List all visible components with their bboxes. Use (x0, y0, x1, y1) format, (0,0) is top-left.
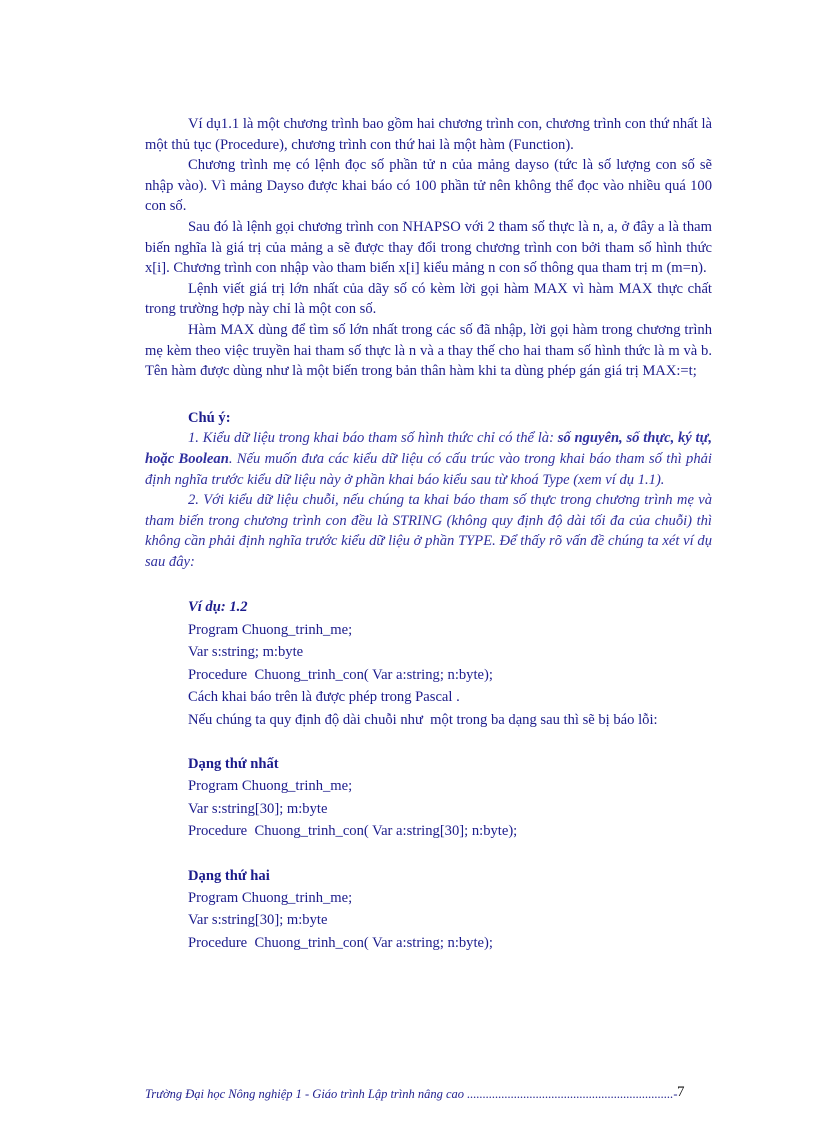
paragraph-2: Chương trình mẹ có lệnh đọc số phần tử n của mảng dayso (tức là số lượng con số sẽ nhập vào). Vì mảng Dayso được khai báo có 100 phần tử nên không thể đọc vào nhiều quá 100 con số. (145, 157, 712, 215)
page-number: 7 (677, 1084, 685, 1100)
note-item-1 (145, 428, 712, 490)
form2-line-3: Procedure Chuong_trinh_con( Var a:string; n:byte); (188, 934, 493, 951)
body-text (145, 114, 712, 954)
example-line-2: Var s:string; m:byte (188, 644, 304, 661)
form2-title: Dạng thứ hai (188, 867, 270, 884)
note-item-1-pre: 1. Kiểu dữ liệu trong khai báo tham số hình thức chỉ có thể là: (188, 430, 558, 447)
note-title: Chú ý: (188, 409, 231, 426)
paragraph-5: Hàm MAX dùng để tìm số lớn nhất trong các số đã nhập, lời gọi hàm trong chương trình mẹ kèm theo việc truyền hai tham số thực là n và a thay thế cho hai tham số hình thức là m và b. Tên hàm được dùng như là một biến trong bản thân hàm khi ta dùng phép gán giá trị MAX:=t; (145, 321, 712, 380)
form2-line-1: Program Chuong_trinh_me; (188, 889, 353, 906)
example-block (188, 596, 712, 954)
note-item-2: 2. Với kiểu dữ liệu chuỗi, nếu chúng ta khai báo tham số thực trong chương trình mẹ và tham biến trong chương trình con đều là STRING (không quy định độ dài tối đa của chuỗi) thì không cần phải định nghĩa trước kiểu dữ liệu ở phần TYPE. Để thấy rõ vấn đề chúng ta xét ví dụ sau đây: (145, 492, 712, 570)
example-line-5: Nếu chúng ta quy định độ dài chuỗi như một trong ba dạng sau thì sẽ bị báo lỗi: (188, 711, 658, 728)
example-line-4: Cách khai báo trên là được phép trong Pascal . (188, 689, 460, 706)
paragraph-3: Sau đó là lệnh gọi chương trình con NHAPSO với 2 tham số thực là n, a, ở đây a là tham biến nghĩa là giá trị của mảng a sẽ được thay đổi trong chương trình con bởi tham số hình thức x[i]. Chương trình con nhập vào tham biến x[i] kiểu mảng n con số thông qua tham trị m (m=n). (145, 218, 712, 277)
form1-line-1: Program Chuong_trinh_me; (188, 778, 353, 795)
form2-line-2: Var s:string[30]; m:byte (188, 912, 328, 929)
example-title: Ví dụ: 1.2 (188, 599, 248, 616)
page-footer: Trường Đại học Nông nghiệp 1 - Giáo trình Lập trình nâng cao ..................................................................- (145, 1087, 678, 1101)
paragraph-1: Ví dụ1.1 là một chương trình bao gồm hai chương trình con, chương trình con thứ nhất là một thủ tục (Procedure), chương trình con thứ hai là một hàm (Function). (145, 116, 712, 153)
form1-line-3: Procedure Chuong_trinh_con( Var a:string[30]; n:byte); (188, 823, 518, 840)
form1-line-2: Var s:string[30]; m:byte (188, 800, 328, 817)
paragraph-4: Lệnh viết giá trị lớn nhất của dãy số có kèm lời gọi hàm MAX vì hàm MAX thực chất trong trường hợp này chỉ là một con số. (145, 280, 712, 318)
form1-title: Dạng thứ nhất (188, 755, 279, 772)
note-item-1-bold: số nguyên, số thực, ký tự, hoặc Boolean (145, 430, 712, 467)
example-line-3: Procedure Chuong_trinh_con( Var a:string; n:byte); (188, 666, 493, 683)
example-line-1: Program Chuong_trinh_me; (188, 621, 353, 638)
note-item-1-post: . Nếu muốn đưa các kiểu dữ liệu có cấu trúc vào trong khai báo tham số thì phải định nghĩa trước kiểu dữ liệu này ở phần khai báo kiểu sau từ khoá Type (xem ví dụ 1.1). (145, 450, 712, 488)
